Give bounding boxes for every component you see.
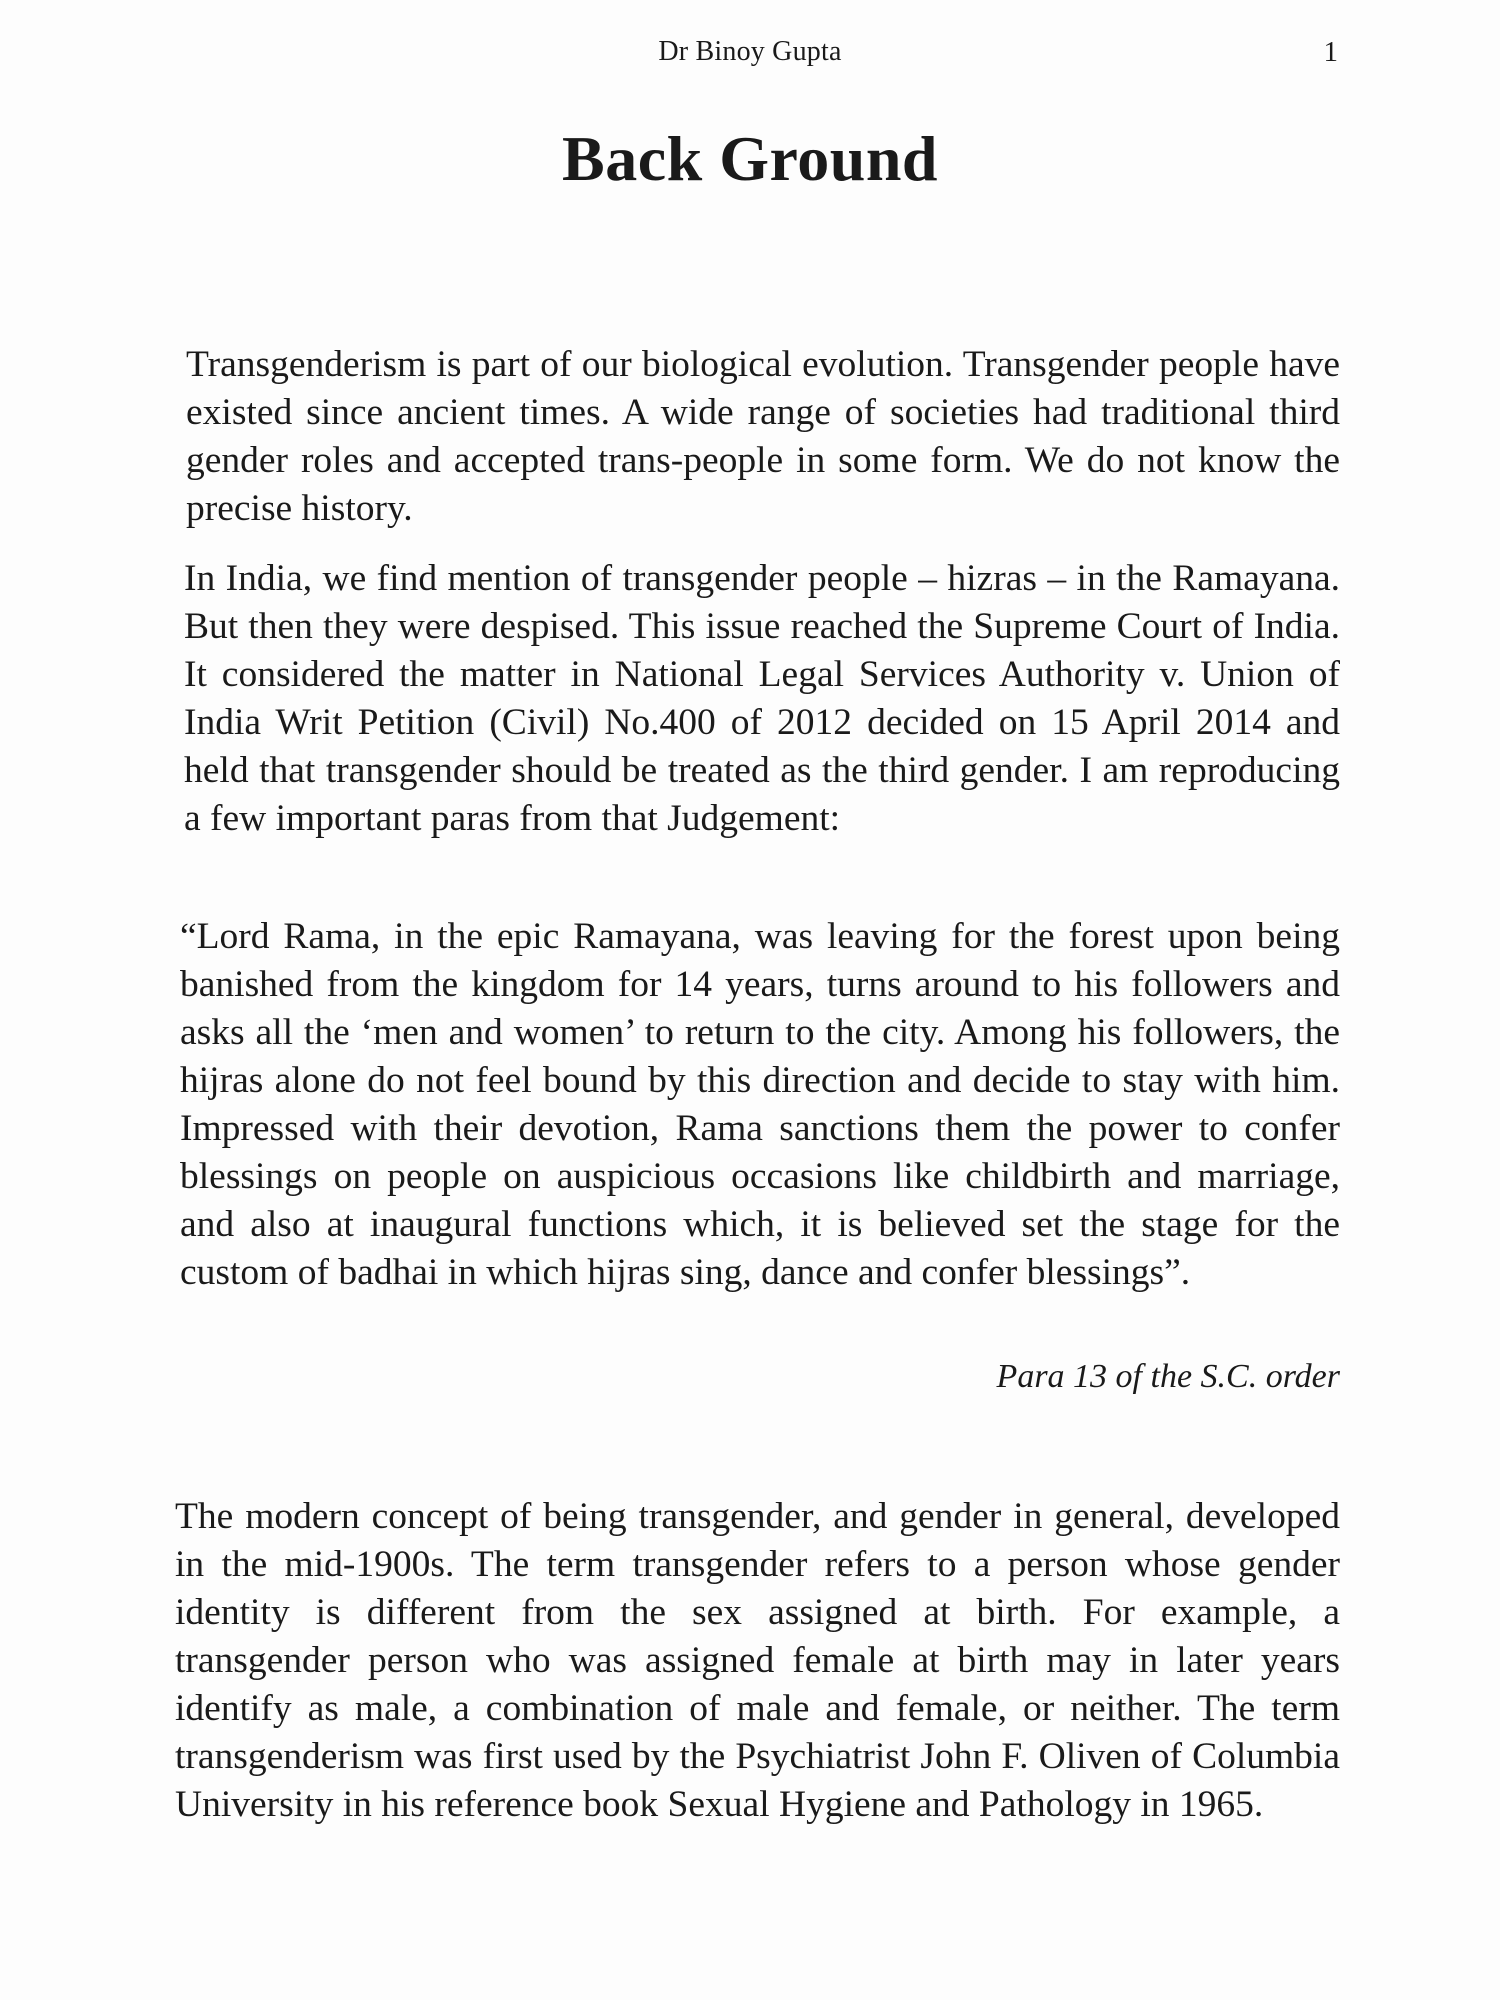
paragraph-modern-concept: The modern concept of being transgender, and gender in general, developed in the mid-1900s. The term transgender refers to a person whose gender identity is different from the sex assigned at birth. For example, a transgender person who was assigned female at birth may in later years identify as male, a combination of male and female, or neither. The term transgenderism was first used by the Psychiatrist John F. Oliven of Columbia University in his reference book Sexual Hygiene and Pathology in 1965. (175, 1496, 1340, 1825)
paragraph-india: In India, we find mention of transgender people – hizras – in the Ramayana. But then they were despised. This issue reached the Supreme Court of India. It considered the matter in National Legal Services Authority v. Union of India Writ Petition (Civil) No.400 of 2012 decided on 15 April 2014 and held that transgender should be treated as the third gender. I am reproducing a few important paras from that Judgement: (184, 558, 1340, 839)
quotation-citation: Para 13 of the S.C. order (996, 1358, 1340, 1395)
header-author: Dr Binoy Gupta (658, 36, 842, 67)
paragraph-intro: Transgenderism is part of our biological evolution. Transgender people have existed since ancient times. A wide range of societies had traditional third gender roles and accepted trans-people in some form. We do not know the precise history. (186, 344, 1340, 529)
quotation-paragraph: “Lord Rama, in the epic Ramayana, was leaving for the forest upon being banished from the kingdom for 14 years, turns around to his followers and asks all the ‘men and women’ to return to the city. Among his followers, the hijras alone do not feel bound by this direction and decide to stay with him. Impressed with their devotion, Rama sanctions them the power to confer blessings on people on auspicious occasions like childbirth and marriage, and also at inaugural functions which, it is believed set the stage for the custom of badhai in which hijras sing, dance and confer blessings”. (180, 916, 1340, 1293)
page-number: 1 (1323, 36, 1338, 68)
chapter-title: Back Ground (562, 123, 938, 194)
running-header (0, 36, 1500, 76)
